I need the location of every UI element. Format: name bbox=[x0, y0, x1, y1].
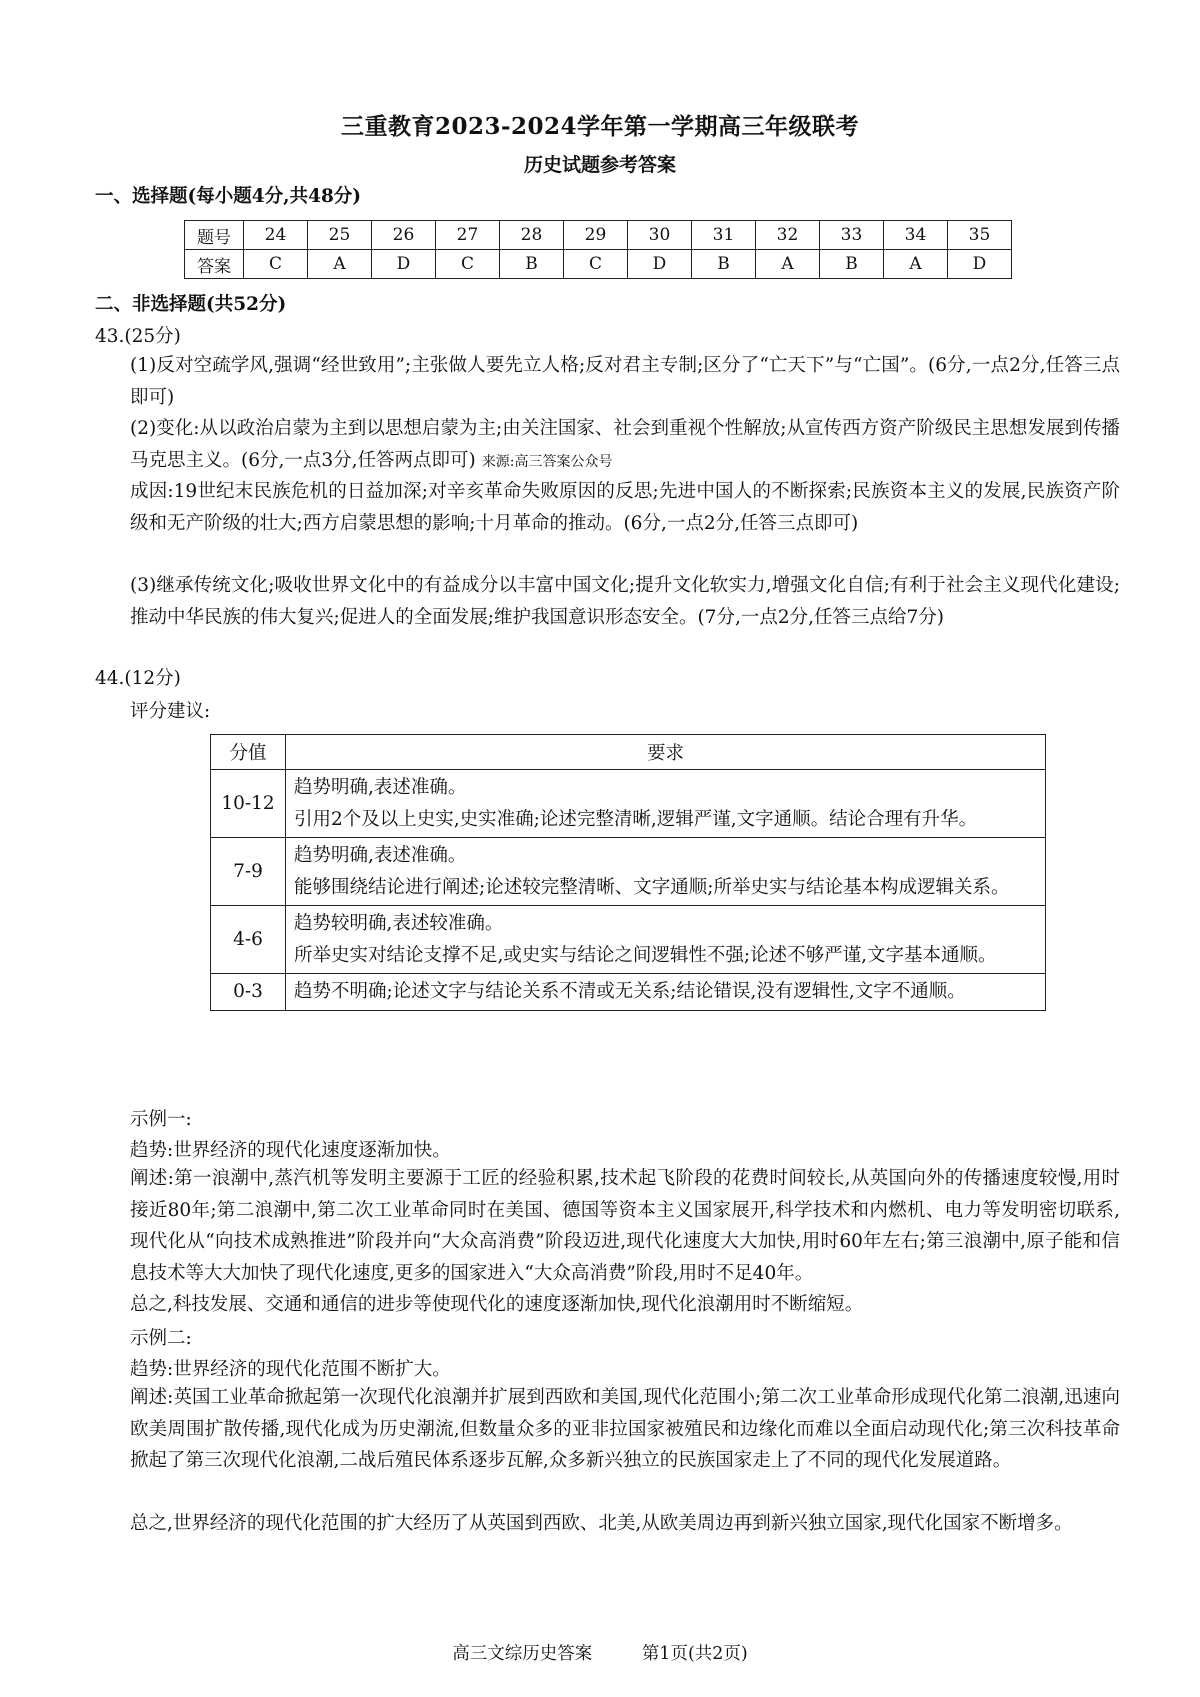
score-range: 0-3 bbox=[211, 974, 286, 1011]
answer-cell: D bbox=[948, 250, 1012, 279]
requirement-text bbox=[286, 838, 1046, 906]
multiple-choice-answer-table bbox=[184, 220, 1012, 279]
example-1-summary: 总之,科技发展、交通和通信的进步等使现代化的速度逐渐加快,现代化浪潮用时不断缩短。 bbox=[130, 1294, 864, 1315]
answer-cell: A bbox=[884, 250, 948, 279]
q43-part3-answer: (3)继承传统文化;吸收世界文化中的有益成分以丰富中国文化;提升文化软实力,增强文化自信;有利于社会主义现代化建设;推动中华民族的伟大复兴;促进人的全面发展;维护我国意识形态安全。(7分,一点2分,任答三点给7分) bbox=[130, 575, 1120, 628]
footer-page-number: 第1页(共2页) bbox=[641, 1644, 748, 1664]
question-number: 24 bbox=[244, 221, 308, 250]
requirement-line: 趋势较明确,表述较准确。 bbox=[294, 913, 504, 934]
score-column-header: 分值 bbox=[211, 735, 286, 770]
scoring-table bbox=[210, 734, 1046, 1011]
question-number: 31 bbox=[692, 221, 756, 250]
answer-cell: A bbox=[308, 250, 372, 279]
requirement-text bbox=[286, 770, 1046, 838]
q43-part2-answer bbox=[130, 413, 1120, 478]
answer-cell: B bbox=[500, 250, 564, 279]
requirement-line: 趋势明确,表述准确。 bbox=[294, 777, 467, 798]
requirement-column-header: 要求 bbox=[286, 735, 1046, 770]
answer-cell: D bbox=[372, 250, 436, 279]
requirement-text bbox=[286, 906, 1046, 974]
question-44-label: 44.(12分) bbox=[95, 668, 181, 689]
scoring-row bbox=[211, 770, 1046, 838]
requirement-line: 引用2个及以上史实,史实准确;论述完整清晰,逻辑严谨,文字通顺。结论合理有升华。 bbox=[294, 808, 978, 830]
example-2-trend: 趋势:世界经济的现代化范围不断扩大。 bbox=[130, 1359, 451, 1380]
page-title: 三重教育2023-2024学年第一学期高三年级联考 bbox=[340, 113, 860, 140]
page-footer bbox=[0, 1640, 1200, 1665]
answer-cell: C bbox=[436, 250, 500, 279]
question-43-label: 43.(25分) bbox=[95, 326, 181, 347]
requirement-text bbox=[286, 974, 1046, 1011]
question-number-row bbox=[185, 221, 1012, 250]
answer-cell: C bbox=[564, 250, 628, 279]
row-label: 答案 bbox=[185, 250, 244, 279]
requirement-line: 所举史实对结论支撑不足,或史实与结论之间逻辑性不强;论述不够严谨,文字基本通顺。 bbox=[294, 944, 997, 966]
scoring-row bbox=[211, 974, 1046, 1011]
page-subtitle: 历史试题参考答案 bbox=[523, 154, 676, 176]
question-number: 27 bbox=[436, 221, 500, 250]
example-2-summary: 总之,世界经济的现代化范围的扩大经历了从英国到西欧、北美,从欧美周边再到新兴独立国家,现代化国家不断增多。 bbox=[130, 1513, 1073, 1534]
example-2-label: 示例二: bbox=[130, 1328, 192, 1349]
section-2-heading: 二、非选择题(共52分) bbox=[95, 294, 287, 315]
q43-causes-answer: 成因:19世纪末民族危机的日益加深;对辛亥革命失败原因的反思;先进中国人的不断探索;民族资本主义的发展,民族资产阶级和无产阶级的壮大;西方启蒙思想的影响;十月革命的推动。(6分,一点2分,任答三点即可) bbox=[130, 481, 1120, 534]
answer-row bbox=[185, 250, 1012, 279]
score-range: 4-6 bbox=[211, 906, 286, 974]
question-number: 29 bbox=[564, 221, 628, 250]
example-1-label: 示例一: bbox=[130, 1109, 192, 1130]
scoring-table-header bbox=[211, 735, 1046, 770]
question-number: 34 bbox=[884, 221, 948, 250]
question-number: 26 bbox=[372, 221, 436, 250]
question-number: 25 bbox=[308, 221, 372, 250]
row-label: 题号 bbox=[185, 221, 244, 250]
score-range: 7-9 bbox=[211, 838, 286, 906]
answer-cell: B bbox=[692, 250, 756, 279]
example-2-elaboration: 阐述:英国工业革命掀起第一次现代化浪潮并扩展到西欧和美国,现代化范围小;第二次工业革命形成现代化第二浪潮,迅速向欧美周围扩散传播,现代化成为历史潮流,但数量众多的亚非拉国家被殖民和边缘化而难以全面启动现代化;第三次科技革命掀起了第三次现代化浪潮,二战后殖民体系逐步瓦解,众多新兴独立的民族国家走上了不同的现代化发展道路。 bbox=[130, 1387, 1120, 1471]
question-number: 28 bbox=[500, 221, 564, 250]
answer-cell: C bbox=[244, 250, 308, 279]
requirement-line: 能够围绕结论进行阐述;论述较完整清晰、文字通顺;所举史实与结论基本构成逻辑关系。 bbox=[294, 876, 1010, 898]
question-number: 30 bbox=[628, 221, 692, 250]
scoring-row bbox=[211, 906, 1046, 974]
q43-part1-answer: (1)反对空疏学风,强调“经世致用”;主张做人要先立人格;反对君主专制;区分了“亡天下”与“亡国”。(6分,一点2分,任答三点即可) bbox=[130, 355, 1120, 408]
scoring-row bbox=[211, 838, 1046, 906]
answer-cell: D bbox=[628, 250, 692, 279]
requirement-line: 趋势不明确;论述文字与结论关系不清或无关系;结论错误,没有逻辑性,文字不通顺。 bbox=[294, 981, 966, 1002]
question-number: 33 bbox=[820, 221, 884, 250]
answer-cell: B bbox=[820, 250, 884, 279]
footer-course: 高三文综历史答案 bbox=[452, 1644, 593, 1664]
q43-part2-text: (2)变化:从以政治启蒙为主到以思想启蒙为主;由关注国家、社会到重视个性解放;从宣传西方资产阶级民主思想发展到传播马克思主义。(6分,一点3分,任答两点即可) bbox=[130, 418, 1120, 471]
question-number: 32 bbox=[756, 221, 820, 250]
example-1-trend: 趋势:世界经济的现代化速度逐渐加快。 bbox=[130, 1140, 451, 1161]
source-note: 来源:高三答案公众号 bbox=[481, 453, 613, 470]
section-1-heading: 一、选择题(每小题4分,共48分) bbox=[95, 186, 362, 207]
question-number: 35 bbox=[948, 221, 1012, 250]
example-1-elaboration: 阐述:第一浪潮中,蒸汽机等发明主要源于工匠的经验积累,技术起飞阶段的花费时间较长,从英国向外的传播速度较慢,用时接近80年;第二浪潮中,第二次工业革命同时在美国、德国等资本主义国家展开,科学技术和内燃机、电力等发明密切联系,现代化从“向技术成熟推进”阶段并向“大众高消费”阶段迈进,现代化速度大大加快,用时60年左右;第三浪潮中,原子能和信息技术等大大加快了现代化速度,更多的国家进入“大众高消费”阶段,用时不足40年。 bbox=[130, 1168, 1120, 1284]
requirement-line: 趋势明确,表述准确。 bbox=[294, 845, 467, 866]
answer-cell: A bbox=[756, 250, 820, 279]
scoring-label: 评分建议: bbox=[130, 701, 211, 722]
score-range: 10-12 bbox=[211, 770, 286, 838]
